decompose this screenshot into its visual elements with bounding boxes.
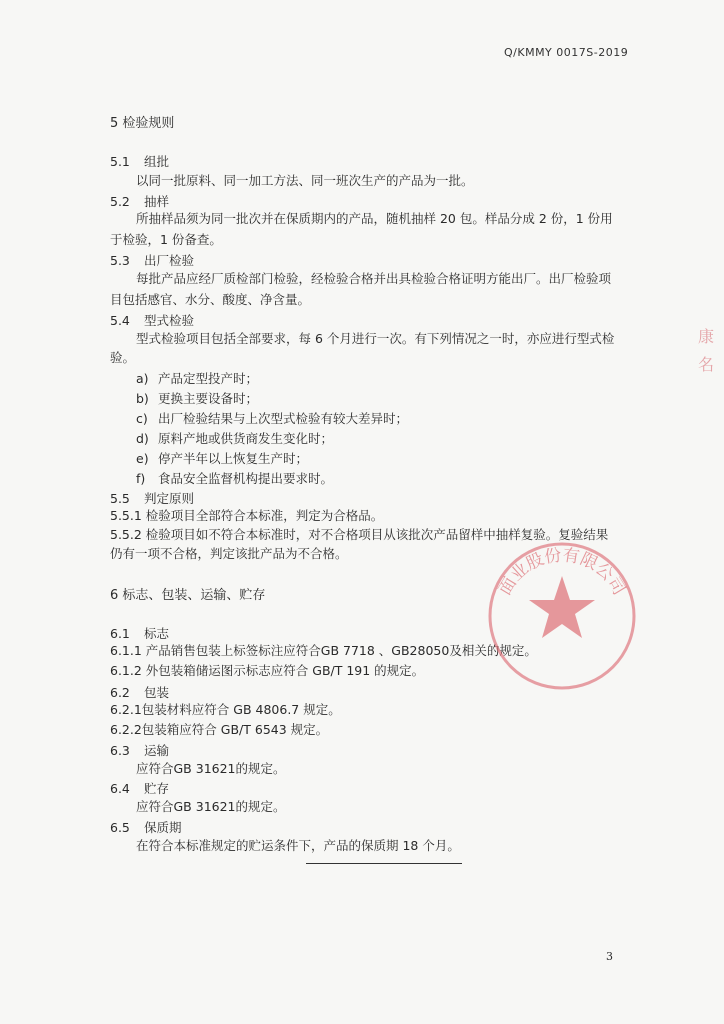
section-number: 6.3 (110, 743, 130, 758)
paragraph-line: 于检验，1 份备查。 (110, 232, 222, 247)
section-5-title: 5 检验规则 (110, 116, 175, 131)
section-5-1-heading (110, 152, 169, 170)
section-title: 标志 (144, 626, 170, 641)
section-5-2-heading (110, 192, 169, 210)
list-text: 食品安全监督机构提出要求时。 (158, 471, 334, 486)
company-seal (484, 538, 640, 694)
end-rule (306, 863, 462, 864)
section-title: 包装 (144, 685, 170, 700)
seal-text: 面业股份有限公司 (495, 545, 629, 599)
paragraph: 以同一批原料、同一加工方法、同一班次生产的产品为一批。 (136, 173, 474, 188)
paragraph: 应符合GB 31621的规定。 (136, 761, 286, 776)
list-marker: e) (136, 451, 149, 466)
section-title: 贮存 (144, 781, 170, 796)
section-number: 5.5 (110, 491, 130, 506)
section-6-3-heading (110, 741, 169, 759)
section-title: 抽样 (144, 194, 170, 209)
section-5-4-heading (110, 311, 194, 329)
seal-star-icon (529, 576, 595, 638)
section-title: 保质期 (144, 820, 182, 835)
list-text: 更换主要设备时； (158, 391, 259, 406)
side-seal-char: 康 (698, 327, 715, 346)
list-marker: c) (136, 411, 148, 426)
list-text: 出厂检验结果与上次型式检验有较大差异时； (158, 411, 409, 426)
section-title: 型式检验 (144, 313, 195, 328)
standard-code: Q/KMMY 0017S-2019 (504, 46, 629, 59)
paragraph-line: 每批产品应经厂质检部门检验，经检验合格并出具检验合格证明方能出厂。出厂检验项 (136, 271, 612, 286)
section-number: 6.2 (110, 685, 130, 700)
list-item (136, 471, 333, 487)
paragraph-line: 5.5.2 检验项目如不符合本标准时，对不合格项目从该批次产品留样中抽样复验。复验结果 (110, 527, 609, 542)
section-6-2-heading (110, 683, 169, 701)
section-title: 判定原则 (144, 491, 195, 506)
section-number: 5.4 (110, 313, 130, 328)
list-marker: b) (136, 391, 149, 406)
section-6-1-heading (110, 624, 169, 642)
section-number: 5.1 (110, 154, 130, 169)
section-number: 6.5 (110, 820, 130, 835)
paragraph-line: 所抽样品须为同一批次并在保质期内的产品，随机抽样 20 包。样品分成 2 份，1 份用 (136, 211, 613, 226)
section-title: 运输 (144, 743, 170, 758)
section-number: 6.1 (110, 626, 130, 641)
list-marker: a) (136, 371, 149, 386)
paragraph-line: 6.2.1包装材料应符合 GB 4806.7 规定。 (110, 702, 341, 717)
paragraph-line: 6.1.2 外包装箱储运图示标志应符合 GB/T 191 的规定。 (110, 663, 425, 678)
paragraph-line: 6.2.2包装箱应符合 GB/T 6543 规定。 (110, 722, 329, 737)
list-text: 原料产地或供货商发生变化时； (158, 431, 334, 446)
side-seal-fragment (696, 318, 724, 382)
paragraph-line: 仍有一项不合格，判定该批产品为不合格。 (110, 546, 348, 561)
list-marker: f) (136, 471, 146, 486)
list-item (136, 431, 333, 447)
section-5-3-heading (110, 251, 194, 269)
paragraph-line: 5.5.1 检验项目全部符合本标准，判定为合格品。 (110, 508, 384, 523)
page-number: 3 (606, 950, 613, 963)
section-6-5-heading (110, 818, 182, 836)
section-title: 出厂检验 (144, 253, 195, 268)
paragraph-line: 目包括感官、水分、酸度、净含量。 (110, 292, 311, 307)
section-number: 5.2 (110, 194, 130, 209)
paragraph-line: 型式检验项目包括全部要求，每 6 个月进行一次。有下列情况之一时，亦应进行型式检 (136, 331, 615, 346)
list-item (136, 411, 408, 427)
section-6-4-heading (110, 779, 169, 797)
list-item (136, 451, 308, 467)
section-6-title: 6 标志、包装、运输、贮存 (110, 588, 266, 603)
list-marker: d) (136, 431, 149, 446)
side-seal-char: 名 (698, 355, 715, 374)
paragraph-line: 6.1.1 产品销售包装上标签标注应符合GB 7718 、GB28050及相关的规定。 (110, 643, 537, 658)
section-5-5-heading (110, 489, 194, 507)
paragraph: 应符合GB 31621的规定。 (136, 799, 286, 814)
section-title: 组批 (144, 154, 170, 169)
list-text: 产品定型投产时； (158, 371, 259, 386)
list-item (136, 391, 258, 407)
paragraph: 在符合本标准规定的贮运条件下，产品的保质期 18 个月。 (136, 838, 460, 853)
section-number: 6.4 (110, 781, 130, 796)
paragraph-line: 验。 (110, 350, 136, 365)
list-item (136, 371, 258, 387)
list-text: 停产半年以上恢复生产时； (158, 451, 309, 466)
section-number: 5.3 (110, 253, 130, 268)
